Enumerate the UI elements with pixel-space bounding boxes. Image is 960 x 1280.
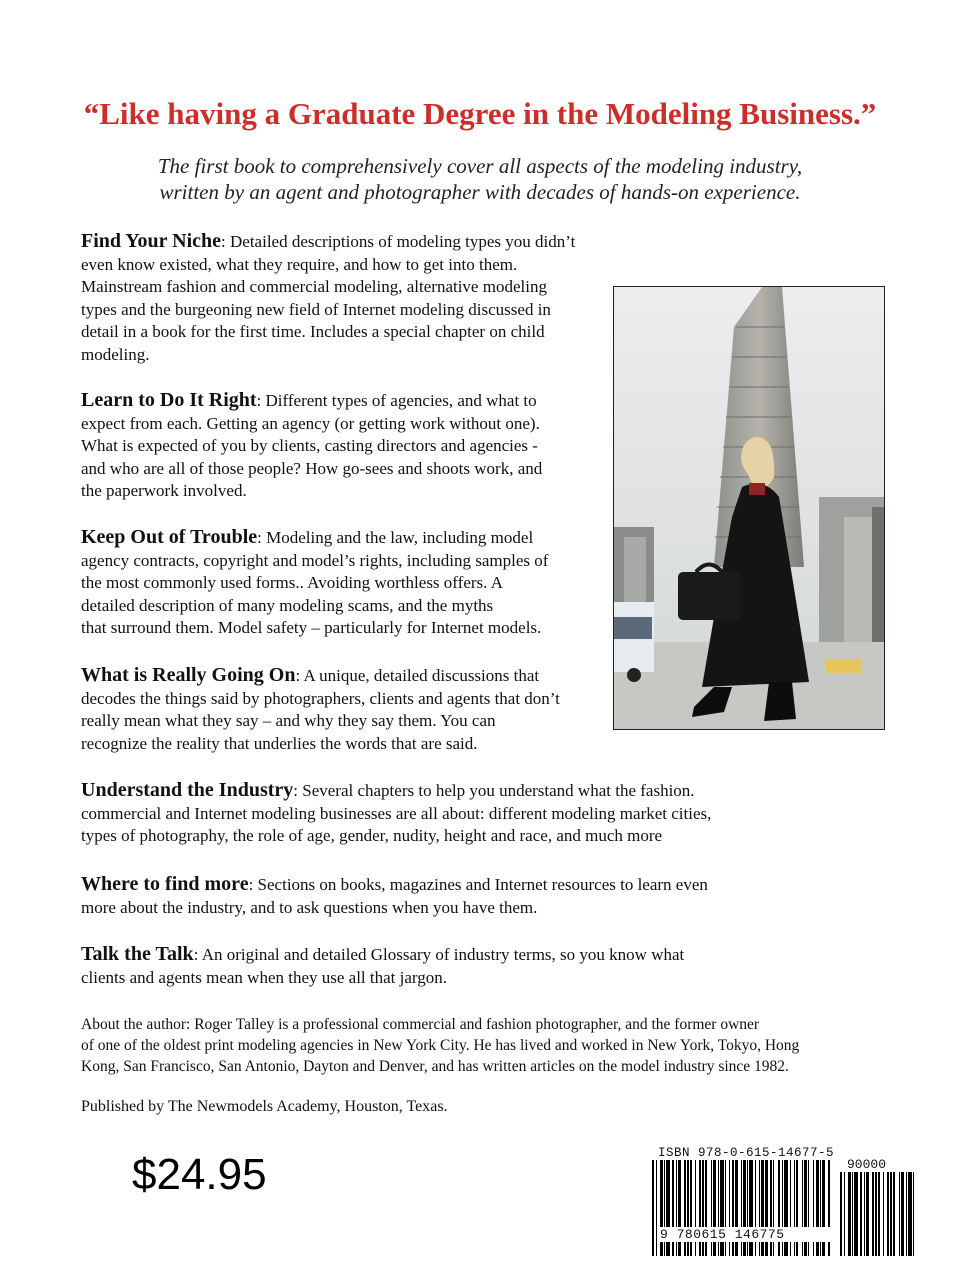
section-heading: Learn to Do It Right [81,389,257,411]
section-text: more about the industry, and to ask questions when you have them. [81,897,538,917]
section-text: detailed description of many modeling scams, and the myths [81,595,494,615]
section-where-to-find-more [81,873,901,919]
section-keep-out-of-trouble [81,526,606,640]
section-text: agency contracts, copyright and model’s rights, including samples of [81,550,549,570]
barcode-bar [652,1160,654,1256]
section-text: clients and agents mean when they use all that jargon. [81,967,448,987]
barcode-bar [860,1172,861,1256]
barcode-bar [854,1172,858,1256]
subtitle-line: written by an agent and photographer with decades of hands-on experience. [159,180,801,204]
section-text: really mean what they say – and why they say them. You can [81,711,496,730]
publisher-line: Published by The Newmodels Academy, Houston, Texas. [81,1098,448,1115]
isbn-label: ISBN 978-0-615-14677-5 [658,1146,835,1160]
section-text: modeling. [81,344,150,364]
barcode-addon-number: 90000 [847,1157,887,1172]
barcode-bar [893,1172,895,1256]
barcode-bar [840,1172,842,1256]
section-text: What is expected of you by clients, casting directors and agencies - [81,436,538,455]
barcode-bar [878,1172,879,1256]
barcode-bar [901,1172,903,1256]
section-text: recognize the reality that underlies the words that are said. [81,733,478,753]
about-line: Kong, San Francisco, San Antonio, Dayton and Denver, and has written articles on the model industry since 1982. [81,1058,789,1075]
barcode-bar [864,1172,865,1256]
barcode-bar [913,1172,914,1256]
section-text: the most commonly used forms.. Avoiding worthless offers. A [81,573,503,592]
section-text: expect from each. Getting an agency (or getting work without one). [81,413,540,433]
barcode-bar [908,1172,912,1256]
section-heading: Keep Out of Trouble [81,526,258,548]
section-text: commercial and Internet modeling businesses are all about: different modeling market cities, [81,803,712,823]
section-text: types and the burgeoning new field of Internet modeling discussed in [81,299,551,319]
section-text: decodes the things said by photographers, clients and agents that don’t [81,688,560,708]
section-text: even know existed, what they require, and how to get into them. [81,254,518,274]
photo-woman-flatiron-building [613,286,885,730]
section-text: : Sections on books, magazines and Internet resources to learn even [248,875,708,894]
section-text: and who are all of those people? How go-sees and shoots work, and [81,458,543,478]
ean-digits: 9 780615 146775 [660,1227,830,1242]
section-find-your-niche [81,230,621,366]
section-learn-to-do-it-right [81,389,606,503]
about-the-author [81,1014,881,1077]
section-understand-the-industry [81,779,901,848]
section-text: : Modeling and the law, including model [257,528,534,547]
section-text: : An original and detailed Glossary of industry terms, so you know what [193,945,685,964]
section-heading: Talk the Talk [81,943,194,965]
section-talk-the-talk [81,943,901,989]
barcode-bar [899,1172,900,1256]
addon-barcode [840,1172,914,1256]
section-heading: What is Really Going On [81,664,296,686]
section-text: the paperwork involved. [81,481,247,500]
barcode-bar [866,1172,868,1256]
about-line: of one of the oldest print modeling agencies in New York City. He has lived and worked in New York, Tokyo, Hong [81,1037,800,1054]
barcode-bar [844,1172,845,1256]
barcode-bar [875,1172,877,1256]
photo-woman-flatiron-building-icon [614,287,884,729]
section-what-is-really-going-on [81,664,606,755]
section-heading: Where to find more [81,873,249,895]
section-text: types of photography, the role of age, gender, nudity, height and race, and much more [81,826,663,845]
subtitle-line: The first book to comprehensively cover all aspects of the modeling industry, [157,154,803,178]
subtitle [60,153,900,205]
barcode-bar [848,1172,850,1256]
section-heading: Find Your Niche [81,230,222,252]
section-text: detail in a book for the first time. Includes a special chapter on child [81,322,545,341]
about-line: About the author: Roger Talley is a professional commercial and fashion photographer, and the former owner [81,1016,760,1033]
barcode-bar [883,1172,884,1256]
price: $24.95 [132,1150,267,1199]
barcode-bar [852,1172,853,1256]
barcode-bar [656,1160,657,1256]
section-text: that surround them. Model safety – particularly for Internet models. [81,618,542,637]
section-text: : Detailed descriptions of modeling types you didn’t [221,232,576,251]
section-text: : Different types of agencies, and what to [256,391,537,410]
section-text: : Several chapters to help you understand what the fashion. [293,781,695,800]
tagline: “Like having a Graduate Degree in the Modeling Business.” [83,96,877,131]
barcode-bar [906,1172,907,1256]
barcode-bar [887,1172,889,1256]
section-heading: Understand the Industry [81,779,294,801]
section-text: Mainstream fashion and commercial modeling, alternative modeling [81,277,547,296]
section-text: : A unique, detailed discussions that [295,666,540,685]
barcode-bar [890,1172,891,1256]
barcode-bar [872,1172,873,1256]
